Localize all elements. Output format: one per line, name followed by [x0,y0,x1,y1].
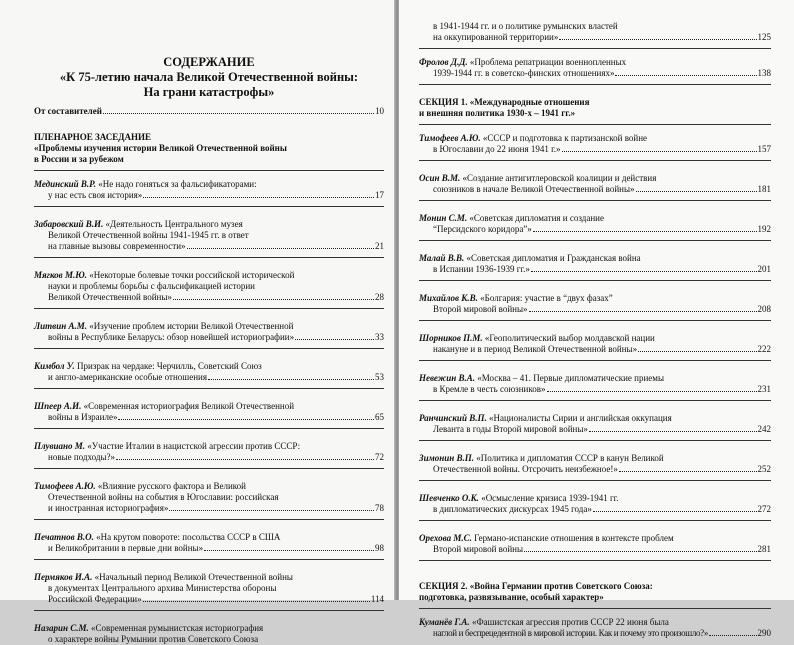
entry-line-last [34,292,384,303]
entry-line-1 [419,617,771,628]
toc-entry [34,532,384,560]
entry-rule [34,348,384,349]
entry-title-text: «Фашистская агрессия против СССР 22 июня была [469,617,669,627]
entry-rule [419,440,771,441]
toc-entry [34,481,384,520]
page-number: 98 [375,543,384,553]
entry-text: союзников в начале Великой Отечественной войны» [433,184,635,194]
entry-author: Мягков М.Ю. [34,270,87,280]
entry-line-1 [34,219,384,230]
toc-entry [419,253,771,281]
entry-rule [34,257,384,258]
entry-line-1 [34,441,384,452]
dot-leader [103,113,374,114]
page-number: 201 [757,264,771,274]
dot-leader [204,550,374,551]
entry-text: у нас есть своя история» [48,190,143,200]
page-number: 125 [757,32,771,42]
entry-rule [419,360,771,361]
plenary-subtitle-1: «Проблемы изучения истории Великой Отечественной войны [34,143,287,153]
section-rule [419,124,771,125]
entry-line-1: в 1941-1944 гг. и о политике румынских властей [433,21,618,31]
entry-line-last [419,344,771,355]
entry-title-text: «Некоторые болевые точки российской исторической [86,270,295,280]
entry-line-1 [419,533,771,544]
entry-line-1 [419,293,771,304]
entry-author: Зимонин В.П. [419,453,475,463]
entry-title-text: «Изучение проблем истории Великой Отечественной [86,321,294,331]
page-number: 53 [375,372,384,382]
entry-title-text: «Националисты Сирии и английская оккупация [486,413,672,423]
dot-leader [547,391,757,392]
entry-line-last [34,412,384,423]
entry-author: Малай В.В. [419,253,465,263]
entry-author: Шпеер А.И. [34,401,82,411]
section-rule [419,608,771,609]
dot-leader [187,248,374,249]
toc-entry [34,270,384,309]
entry-line-1 [34,572,384,583]
entry-title-text: «Не надо гоняться за фальсификаторами: [96,179,257,189]
dot-leader [524,551,756,552]
toc-entry [34,321,384,349]
dot-leader [531,271,757,272]
entry-text: Второй мировой войны» [433,304,528,314]
entry-title-text: «Болгария: участие в “двух фазах” [477,293,613,303]
toc-subtitle-1: «К 75-летию начала Великой Отечественной войны: [59,70,359,84]
section1-title-2: и внешняя политика 1930-х – 1941 гг.» [419,108,576,118]
entry-rule [34,519,384,520]
entry-author: Ранчинский В.П. [419,413,487,423]
entry-title-text: «Современная историография Великой Отечественной [81,401,295,411]
dot-leader [615,75,756,76]
entry-line-1 [34,401,384,412]
entry-text: войны в Республике Беларусь: обзор новейшей историографии» [48,332,295,342]
toc-entry [419,453,771,481]
entry-line-last [34,452,384,463]
entry-text: Второй мировой войны [433,544,524,554]
dot-leader [638,351,756,352]
toc-entry [34,572,384,611]
toc-entry [419,173,771,201]
entry-line-last [34,190,384,201]
toc-entry [419,533,771,561]
entry-author: Кимбол У. [34,361,75,371]
toc-heading: СОДЕРЖАНИЕ [163,55,255,69]
entry-author: Монин С.М. [419,213,468,223]
entry-title-text: Призрак на чердаке: Черчилль, Советский Союз [74,361,262,371]
entry-rule [34,559,384,560]
entry-line-last [419,304,771,315]
page-number: 242 [757,424,771,434]
entry-line-1 [419,333,771,344]
entry-author: Забаровский В.И. [34,219,104,229]
toc-entry [419,493,771,521]
entry-line-1 [34,321,384,332]
toc-entry-continued [419,21,771,43]
entry-line-1 [419,57,771,68]
page-number: 10 [375,106,384,116]
entry-author: Тимофеев А.Ю. [34,481,96,491]
toc-subtitle-2: На грани катастрофы» [143,85,275,99]
toc-entry [419,413,771,441]
toc-entry [419,333,771,361]
entry-title-text: «Создание антигитлеровской коалиции и действия [460,173,657,183]
entry-line: Великой Отечественной войны 1941-1945 гг. в ответ [48,230,249,240]
entry-line-last [34,332,384,343]
page-number: 222 [757,344,771,354]
dot-leader [562,151,757,152]
page-number: 192 [757,224,771,234]
entry-text: наглой и беспрецедентной в мировой истории. Как и почему это произошло?» [433,628,708,638]
toc-entry [419,213,771,241]
right-entries-c [419,617,771,639]
entry-rule [419,280,771,281]
entry-title-text: «Осмысление кризиса 1939-1941 гг. [478,493,619,503]
toc-heading-block [34,55,384,100]
entry-text: и Великобритании в первые дни войны» [48,543,204,553]
entry-title-text: «Москва – 41. Первые дипломатические приемы [475,373,665,383]
entry-rule [419,48,771,49]
toc-entry [34,361,384,389]
entry-line-1 [419,413,771,424]
toc-entry [34,401,384,429]
entry-line-last [34,543,384,554]
entry-author: Печатнов В.О. [34,532,94,542]
toc-entry [419,293,771,321]
entry-line-last [34,372,384,383]
entry-title-text: «Участие Италии в нацистской агрессии против СССР: [85,441,301,451]
page-number: 72 [375,452,384,462]
entry-line-last [419,264,771,275]
entry-line-1 [419,133,771,144]
entry-author: Пермяков И.А. [34,572,93,582]
entry-line-last [419,32,771,43]
entry-line-1 [419,453,771,464]
toc-entry [34,179,384,207]
entry-line-1 [34,270,384,281]
entry-rule [419,84,771,85]
entry-text: в Югославии до 22 июня 1941 г.» [433,144,561,154]
entry-line: о характере войны Румынии против Советского Союза [48,634,259,644]
section2-title-2: подготовка, развязывание, особый характер» [419,592,604,602]
page-number: 28 [375,292,384,302]
right-page [399,0,794,638]
section2-title-1: СЕКЦИЯ 2. «Война Германии против Советского Союза: [419,581,653,591]
entry-rule [419,560,771,561]
entry-text: накануне и в период Великой Отечественной войны» [433,344,638,354]
entry-rule [419,240,771,241]
left-entries [34,179,384,645]
entry-text: и иностранная историография» [48,503,169,513]
toc-entry [419,57,771,85]
entry-line-last [419,544,771,555]
entry-line-last [419,144,771,155]
entry-line-1 [419,213,771,224]
entry-line-1 [419,493,771,504]
entry-text: в Испании 1936-1939 гг.» [433,264,530,274]
page-number: 281 [757,544,771,554]
toc-entry [419,373,771,401]
right-entries-a [419,57,771,85]
entry-author: Тимофеев А.Ю. [419,133,481,143]
page-number: 17 [375,190,384,200]
entry-author: Фролов Д.Д. [419,57,468,67]
page-number: 157 [757,144,771,154]
entry-author: Осин В.М. [419,173,461,183]
entry-title-text: «СССР и подготовка к партизанской войне [480,133,648,143]
page-number: 138 [757,68,771,78]
entry-line-last [419,464,771,475]
entry-title-text: «Проблема репатриации военнопленных [467,57,627,67]
entry-rule [34,428,384,429]
dot-leader [118,419,374,420]
entry-line-1 [34,532,384,543]
entry-line-last [34,241,384,252]
entry-text: Леванта в годы Второй мировой войны» [433,424,588,434]
plenary-subtitle-2: в России и за рубежом [34,154,124,164]
entry-text: войны в Израиле» [48,412,118,422]
entry-line-1 [419,253,771,264]
entry-text: “Персидского коридора”» [433,224,532,234]
entry-line-1 [34,481,384,492]
entry-text: в дипломатических дискурсах 1945 года» [433,504,592,514]
entry-text: в Кремле в честь союзников» [433,384,546,394]
entry-title-text: «Деятельность Центрального музея [103,219,243,229]
toc-entry [419,133,771,161]
dot-leader [295,339,374,340]
entry-rule [419,320,771,321]
entry-rule [34,468,384,469]
entry-text: на главные вызовы современности» [48,241,186,251]
entry-line: науки и проблемы борьбы с фальсификацией истории [48,281,255,291]
dot-leader [593,511,757,512]
page-number: 272 [757,504,771,514]
page-number: 181 [757,184,771,194]
entry-line-1 [34,623,384,634]
entry-title-text: «Советская дипломатия и Гражданская война [464,253,641,263]
entry-rule [34,206,384,207]
entry-author: Шорников П.М. [419,333,483,343]
entry-line-last [419,384,771,395]
dot-leader [169,510,374,511]
left-column [34,0,384,645]
page-number: 252 [757,464,771,474]
entry-text: Отечественной войны. Отсрочить неизбежное!» [433,464,618,474]
entry-text: 1939-1944 гг. в советско-финских отношениях» [433,68,615,78]
section1-title-1: СЕКЦИЯ 1. «Международные отношения [419,97,590,107]
entry-rule [34,308,384,309]
entry-author: Назарин С.М. [34,623,89,633]
dot-leader [529,311,757,312]
entry-rule [34,610,384,611]
entry-title-text: «Современная румынистская историография [88,623,264,633]
entry-author: Литвин А.М. [34,321,87,331]
dot-leader [116,459,374,460]
plenary-title: ПЛЕНАРНОЕ ЗАСЕДАНИЕ [34,132,151,142]
dot-leader [208,379,374,380]
entry-line: в документах Центрального архива Министерства обороны [48,583,277,593]
dot-leader [619,471,757,472]
right-column [419,0,771,639]
entry-author: Куманёв Г.А. [419,617,470,627]
right-entries-b [419,133,771,561]
entry-line-1 [419,373,771,384]
toc-entry-compilers [34,106,384,117]
entry-line-1 [34,361,384,372]
entry-author: Мединский В.Р. [34,179,97,189]
entry-text: Российской Федерации» [48,594,142,604]
dot-leader [143,197,374,198]
page-number: 78 [375,503,384,513]
entry-line-last [34,594,384,605]
toc-entry [34,441,384,469]
page-number: 21 [375,241,384,251]
entry-author: Невежин В.А. [419,373,476,383]
toc-entry [419,617,771,639]
entry-line-1 [34,179,384,190]
entry-text: От составителей [34,106,102,116]
entry-rule [419,520,771,521]
entry-title-text: «Влияние русского фактора и Великой [95,481,246,491]
entry-author: Орехова М.С. [419,533,472,543]
toc-entry [34,219,384,258]
entry-title-text: «Политика и дипломатия СССР в канун Великой [474,453,664,463]
page-number: 290 [757,628,771,638]
entry-text: новые подходы?» [48,452,116,462]
dot-leader [636,191,757,192]
section-rule [34,170,384,171]
entry-rule [419,200,771,201]
entry-line: Отечественной войны на события в Югославии: российская [48,492,279,502]
entry-rule [419,480,771,481]
page-number: 208 [757,304,771,314]
toc-entry [34,623,384,645]
entry-author: Плувиано М. [34,441,86,451]
entry-line-last [419,184,771,195]
page-number: 114 [370,594,384,604]
dot-leader [709,635,757,636]
entry-title-text: Германо-испанские отношения в контексте проблем [471,533,674,543]
entry-rule [34,388,384,389]
page-number: 231 [757,384,771,394]
dot-leader [533,231,757,232]
entry-line-1 [419,173,771,184]
page-number: 33 [375,332,384,342]
entry-title-text: «Геополитический выбор молдавской нации [482,333,655,343]
entry-line-last [34,503,384,514]
entry-author: Михайлов К.В. [419,293,478,303]
entry-text: на оккупированной территории» [433,32,559,42]
dot-leader [559,39,756,40]
dot-leader [589,431,757,432]
page-number: 65 [375,412,384,422]
entry-author: Шевченко О.К. [419,493,479,503]
entry-text: и англо-американские особые отношения [48,372,207,382]
entry-line-last [419,628,771,639]
entry-rule [419,160,771,161]
entry-line-last [419,424,771,435]
entry-text: Великой Отечественной войны» [48,292,172,302]
entry-title-text: «Начальный период Великой Отечественной войны [92,572,293,582]
entry-line-last [419,504,771,515]
entry-line-last [419,224,771,235]
entry-title-text: «На крутом повороте: посольства СССР в США [93,532,281,542]
entry-rule [419,400,771,401]
entry-title-text: «Советская дипломатия и создание [467,213,604,223]
dot-leader [173,299,374,300]
entry-line-last [419,68,771,79]
left-page [0,0,396,644]
dot-leader [143,601,370,602]
